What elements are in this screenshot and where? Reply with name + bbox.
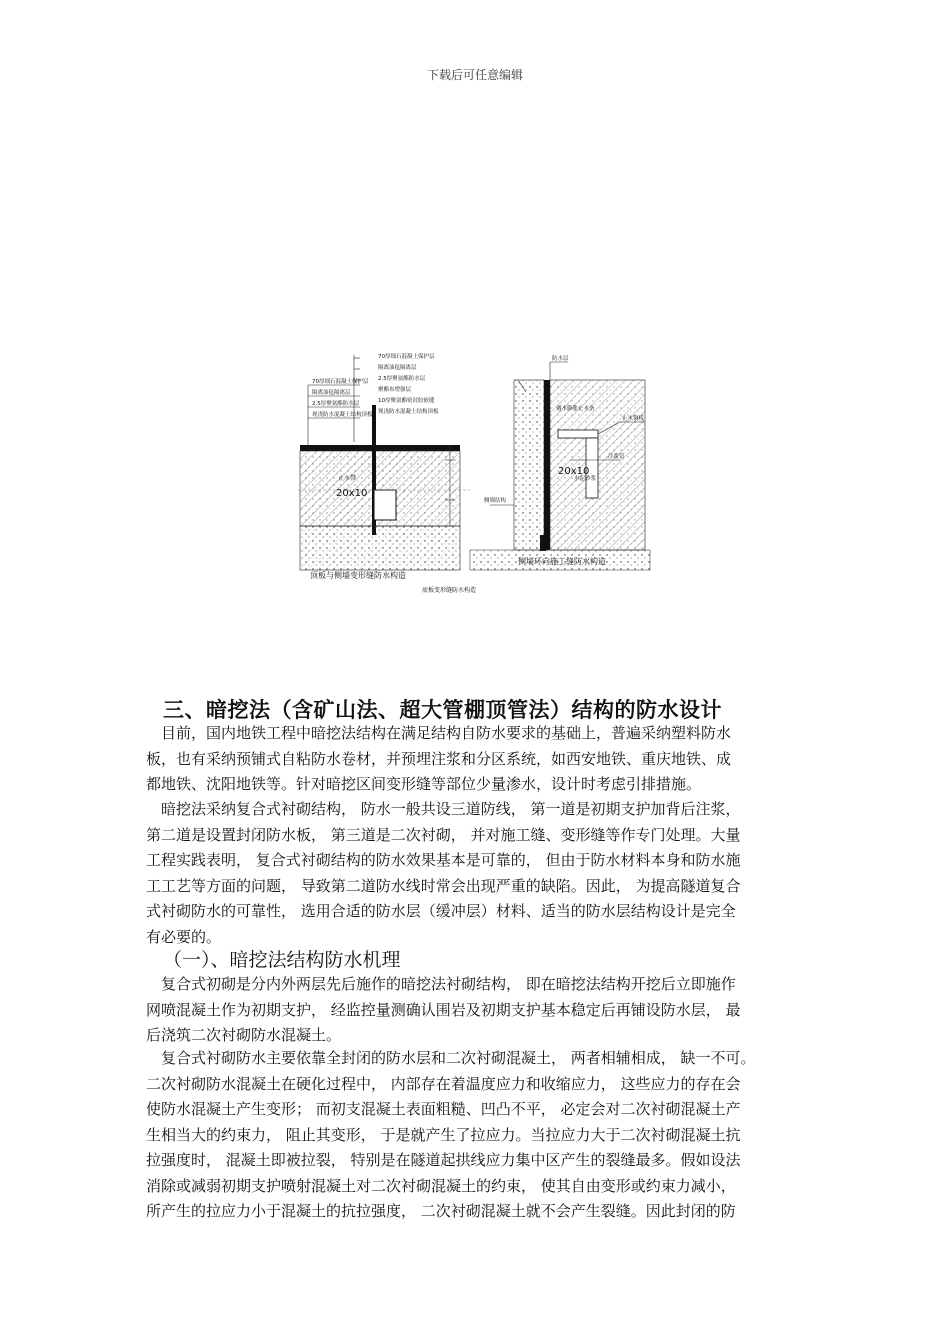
side-wall-outer xyxy=(514,380,544,550)
bottom-caption: 底板变形缝防水构造 xyxy=(422,587,477,594)
right-caption: 侧墙环向施工缝防水构造 xyxy=(518,557,606,566)
p3-line-3: 后浇筑二次衬砌防水混凝土。 xyxy=(146,1026,342,1044)
p4-line-3: 使防水混凝土产生变形； 而初支混凝土表面粗糙、凹凸不平， 必定会对二次衬砌混凝土产 xyxy=(146,1100,741,1118)
p2-line-4: 工工艺等方面的问题， 导致第二道防水线时常会出现严重的缺陷。因此， 为提高隧道复合 xyxy=(146,876,741,895)
p2-line-2: 第二道是设置封闭防水板， 第三道是二次衬砌， 并对施工缝、变形缝等作专门处理。大量 xyxy=(146,825,741,844)
left-fill-label: 止水带 xyxy=(338,475,357,482)
p2-line-6: 有必要的。 xyxy=(146,927,222,946)
top-note-5: 10厚聚氨酯密封胶嵌缝 xyxy=(378,398,435,404)
steel-plate xyxy=(558,430,598,438)
left-note-3: 2.5厚聚氨酯防水层 xyxy=(312,401,360,407)
left-note-4: 现浇防水混凝土结构顶板 xyxy=(312,412,373,418)
right-note-2: 遇水膨胀止水条 xyxy=(556,406,595,412)
top-note-6: 现浇防水混凝土结构顶板 xyxy=(378,409,439,415)
top-note-4: 聚酯布增强层 xyxy=(378,387,412,393)
right-detail xyxy=(470,354,650,570)
top-note-2: 隔离油毡隔离层 xyxy=(378,365,417,371)
right-note-1: 防水层 xyxy=(552,356,569,362)
right-note-3: 止水钢板 xyxy=(622,416,645,422)
page-header: 下载后可任意编辑 xyxy=(426,68,523,82)
p1-line-2: 板，也有采纳预铺式自粘防水卷材，并预埋注浆和分区系统，如西安地铁、重庆地铁、成 xyxy=(146,749,732,768)
p2-line-1: 暗挖法采纳复合式衬砌结构， 防水一般共设三道防线， 第一道是初期支护加背后注浆， xyxy=(161,800,741,818)
p3-line-2: 网喷混凝土作为初期支护， 经监控量测确认围岩及初期支护基本稳定后再铺设防水层， 最 xyxy=(146,1000,741,1019)
p2-line-3: 工程实践表明， 复合式衬砌结构的防水效果基本是可靠的， 但由于防水材料本身和防水施 xyxy=(146,851,741,869)
p1-line-3: 都地铁、沈阳地铁等。针对暗挖区间变形缝等部位少量渗水，设计时考虑引排措施。 xyxy=(146,775,702,793)
right-note-4: 注浆管 xyxy=(608,454,625,460)
waterproofing-construction-drawing xyxy=(290,350,665,600)
paragraph-3 xyxy=(146,972,826,1049)
right-dimension: 20x10 xyxy=(558,466,590,477)
paragraph-1 xyxy=(146,721,826,798)
p4-line-4: 生相当大的约束力， 阻止其变形， 于是就产生了拉应力。当拉应力大于二次衬砌混凝土抗 xyxy=(146,1125,741,1144)
p4-line-5: 拉强度时， 混凝土即被拉裂， 特别是在隧道起拱线应力集中区产生的裂缝最多。假如设法 xyxy=(146,1151,741,1169)
left-leader-lines xyxy=(308,355,360,445)
p3-line-1: 复合式初砌是分内外两层先后施作的暗挖法衬砌结构， 即在暗挖法结构开挖后立即施作 xyxy=(161,975,736,993)
p2-line-5: 式衬砌防水的可靠性， 选用合适的防水层（缓冲层）材料、适当的防水层结构设计是完全 xyxy=(146,902,736,920)
paragraph-4 xyxy=(146,1046,826,1225)
left-detail xyxy=(298,352,476,594)
top-note-1: 70厚细石混凝土保护层 xyxy=(378,354,435,360)
subsection-title: （一）、暗挖法结构防水机理 xyxy=(163,949,401,971)
top-note-3: 2.5厚聚氨酯防水层 xyxy=(378,376,426,382)
left-caption: 顶板与侧墙变形缝防水构造 xyxy=(310,571,406,580)
left-note-1: 70厚细石混凝土保护层 xyxy=(312,379,369,385)
p4-line-1: 复合式衬砌防水主要依靠全封闭的防水层和二次衬砌混凝土， 两者相辅相成， 缺一不可。 xyxy=(161,1049,756,1067)
waterstop xyxy=(374,490,396,520)
p4-line-2: 二次衬砌防水混凝土在硬化过程中， 内部存在着温度应力和收缩应力， 这些应力的存在会 xyxy=(146,1074,741,1093)
left-note-2: 隔离油毡隔离层 xyxy=(312,390,351,396)
right-side-label: 侧墙结构 xyxy=(484,498,507,504)
roof-waterproof-layer xyxy=(300,445,460,451)
paragraph-2 xyxy=(146,797,826,950)
side-wall-waterproof-layer xyxy=(544,380,550,550)
p4-line-7: 所产生的拉应力小于混凝土的抗拉强度， 二次衬砌混凝土就不会产生裂缝。因此封闭的防 xyxy=(146,1202,736,1220)
left-dimension: 20x10 xyxy=(336,488,368,499)
p4-line-6: 消除或减弱初期支护喷射混凝土对二次衬砌混凝土的约束， 使其自由变形或约束力减小， xyxy=(146,1176,736,1195)
section-title: 三、暗挖法（含矿山法、超大管棚顶管法）结构的防水设计 xyxy=(163,697,722,722)
p1-line-1: 目前，国内地铁工程中暗挖法结构在满足结构自防水要求的基础上，普遍采纳塑料防水 xyxy=(161,724,732,742)
right-note-5: 水泥砂浆 xyxy=(574,476,597,482)
